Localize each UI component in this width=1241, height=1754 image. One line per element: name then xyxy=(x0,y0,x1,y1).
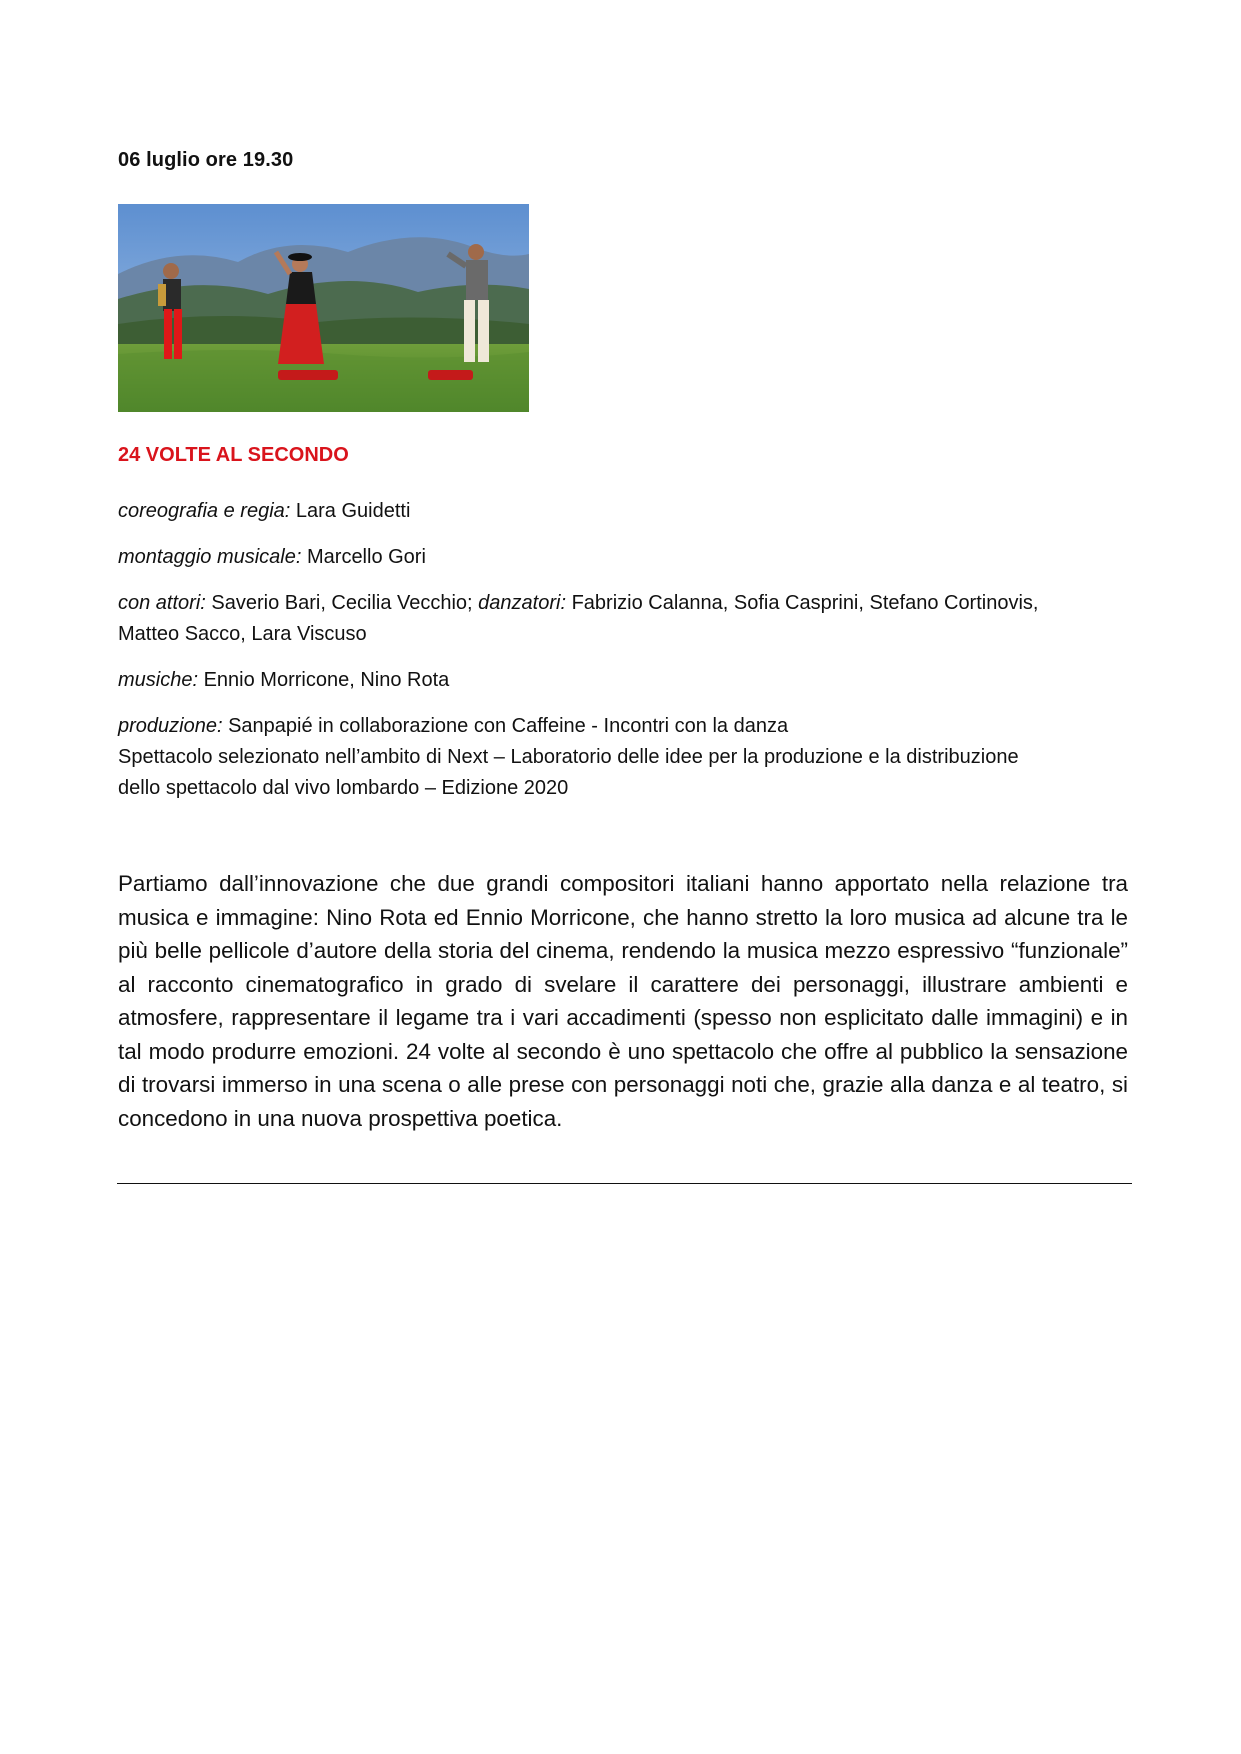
selection-line: dello spettacolo dal vivo lombardo – Edizione 2020 xyxy=(118,777,569,799)
credits-block xyxy=(118,496,1128,804)
selection-line: Spettacolo selezionato nell’ambito di Next – Laboratorio delle idee per la produzione e la distribuzione xyxy=(118,746,1019,768)
credit-choreography xyxy=(118,496,1128,527)
show-description: Partiamo dall’innovazione che due grandi compositori italiani hanno apportato nella relazione tra musica e immagine: Nino Rota ed Ennio Morricone, che hanno stretto la loro musica ad alcune tra le più belle pellicole d’autore della storia del cinema, rendendo la musica mezzo espressivo “funzionale” al racconto cinematografico in grado di svelare il carattere dei personaggi, illustrare ambienti e atmosfere, rappresentare il legame tra i vari accadimenti (spesso non esplicitato dalle immagini) e in tal modo produrre emozioni. 24 volte al secondo è uno spettacolo che offre al pubblico la sensazione di trovarsi immerso in una scena o alle prese con personaggi noti che, grazie alla danza e al teatro, si concedono in una nuova prospettiva poetica. xyxy=(118,871,1128,1131)
credit-value: Sanpapié in collaborazione con Caffeine - Incontri con la danza xyxy=(222,715,789,737)
credit-label: danzatori: xyxy=(478,592,567,614)
credit-value: Matteo Sacco, Lara Viscuso xyxy=(118,623,367,645)
credit-value: Lara Guidetti xyxy=(290,500,411,522)
section-divider xyxy=(117,1183,1132,1184)
credit-production xyxy=(118,711,1128,804)
credit-value: Ennio Morricone, Nino Rota xyxy=(198,669,450,691)
credit-label: coreografia e regia: xyxy=(118,500,291,522)
credit-music xyxy=(118,665,1128,696)
credit-label: produzione: xyxy=(118,715,223,737)
event-date: 06 luglio ore 19.30 xyxy=(118,149,294,171)
credit-label: con attori: xyxy=(118,592,206,614)
show-title: 24 VOLTE AL SECONDO xyxy=(118,444,349,466)
credit-value: Fabrizio Calanna, Sofia Casprini, Stefano Cortinovis, xyxy=(566,592,1039,614)
credit-value: Marcello Gori xyxy=(301,546,426,568)
performance-photo xyxy=(118,204,529,412)
credit-label: musiche: xyxy=(118,669,199,691)
credit-label: montaggio musicale: xyxy=(118,546,302,568)
credit-value: Saverio Bari, Cecilia Vecchio; xyxy=(205,592,479,614)
credit-cast xyxy=(118,588,1128,650)
credit-montage xyxy=(118,542,1128,573)
